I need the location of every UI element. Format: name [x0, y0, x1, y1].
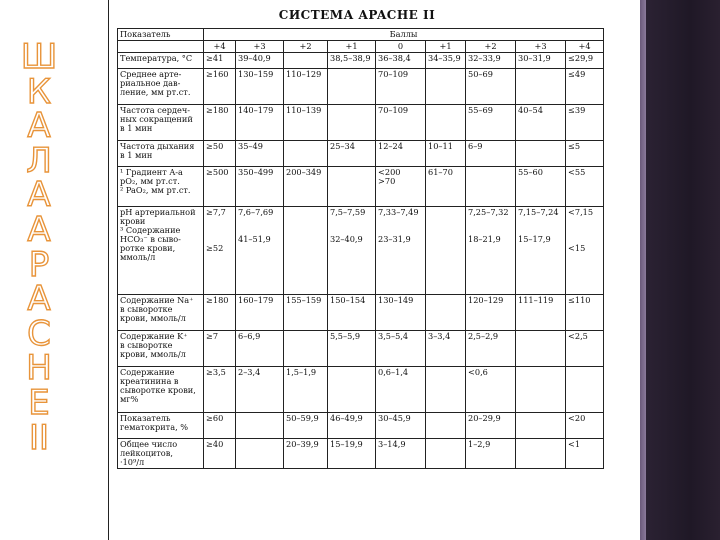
table-row [118, 331, 604, 367]
side-title-letter: Е [28, 382, 50, 423]
score-cell: ≥50 [204, 141, 236, 167]
score-cell: 55–60 [516, 167, 566, 207]
decorative-side-panel [646, 0, 720, 540]
score-cell: 0,6–1,4 [376, 367, 426, 413]
score-cell: 30–31,9 [516, 53, 566, 69]
score-cell: 200–349 [284, 167, 328, 207]
score-corner [118, 41, 204, 53]
side-title-letter: Л [26, 140, 52, 181]
score-cell: ≤29,9 [566, 53, 604, 69]
score-cell: 10–11 [426, 141, 466, 167]
score-cell: 130–149 [376, 295, 426, 331]
score-header: +1 [426, 41, 466, 53]
score-cell: 20–29,9 [466, 413, 516, 439]
row-label: Среднее арте- риальное дав- ление, мм рт.ст. [118, 69, 204, 105]
document-title: СИСТЕМА APACHE II [278, 8, 436, 22]
score-cell: 6–9 [466, 141, 516, 167]
score-cell: 5,5–5,9 [328, 331, 376, 367]
score-cell: 7,15–7,24 15–17,9 [516, 207, 566, 295]
score-cell: 50–59,9 [284, 413, 328, 439]
score-cell: 110–139 [284, 105, 328, 141]
table-row [118, 105, 604, 141]
score-cell: 55–69 [466, 105, 516, 141]
score-cell: 2–3,4 [236, 367, 284, 413]
score-header: +4 [204, 41, 236, 53]
score-cell [284, 331, 328, 367]
score-cell: 140–179 [236, 105, 284, 141]
score-cell: 40–54 [516, 105, 566, 141]
score-cell: 1–2,9 [466, 439, 516, 469]
side-title-letter: К [26, 71, 52, 112]
score-cell: 155–159 [284, 295, 328, 331]
score-cell: 2,5–2,9 [466, 331, 516, 367]
score-cell: 6–6,9 [236, 331, 284, 367]
score-cell: 32–33,9 [466, 53, 516, 69]
side-title-letter: С [27, 313, 51, 354]
score-cell [516, 69, 566, 105]
score-cell: 150–154 [328, 295, 376, 331]
score-cell: 15–19,9 [328, 439, 376, 469]
side-title-letter: Р [28, 244, 50, 285]
score-cell: 350–499 [236, 167, 284, 207]
score-cell: 30–45,9 [376, 413, 426, 439]
score-cell [426, 105, 466, 141]
row-label: Частота дыхания в 1 мин [118, 141, 204, 167]
score-cell: ≥7 [204, 331, 236, 367]
score-cell [328, 69, 376, 105]
table-row [118, 439, 604, 469]
side-title-letter: А [27, 106, 51, 147]
score-header: +3 [236, 41, 284, 53]
side-title-letter: Ш [20, 37, 58, 77]
score-cell [426, 367, 466, 413]
score-cell: 1,5–1,9 [284, 367, 328, 413]
score-cell: <1 [566, 439, 604, 469]
score-cell: 38,5–38,9 [328, 53, 376, 69]
score-cell [284, 207, 328, 295]
row-label: Содержание креатинина в сыворотке крови, мг% [118, 367, 204, 413]
score-cell [426, 413, 466, 439]
table-row [118, 53, 604, 69]
score-cell [426, 69, 466, 105]
row-label: Температура, °C [118, 53, 204, 69]
score-cell [236, 413, 284, 439]
row-label: Общее число лейкоцитов, ·10⁹/л [118, 439, 204, 469]
table-row [118, 141, 604, 167]
header-row [118, 29, 604, 41]
score-cell: ≥7,7 ≥52 [204, 207, 236, 295]
score-cell: ≤49 [566, 69, 604, 105]
score-cell: 7,33–7,49 23–31,9 [376, 207, 426, 295]
score-cell: 46–49,9 [328, 413, 376, 439]
score-cell: ≥180 [204, 105, 236, 141]
score-cell: 7,25–7,32 18–21,9 [466, 207, 516, 295]
score-cell: ≥3,5 [204, 367, 236, 413]
score-cell: <7,15 <15 [566, 207, 604, 295]
score-header: +2 [466, 41, 516, 53]
score-cell [516, 331, 566, 367]
score-header: +3 [516, 41, 566, 53]
score-cell: 110–129 [284, 69, 328, 105]
score-cell: <200 >70 [376, 167, 426, 207]
score-cell: 35–49 [236, 141, 284, 167]
score-cell: 70–109 [376, 105, 426, 141]
row-label: Показатель гематокрита, % [118, 413, 204, 439]
indicator-header: Показатель [118, 29, 204, 41]
score-row [118, 41, 604, 53]
score-cell: <20 [566, 413, 604, 439]
score-cell [566, 367, 604, 413]
apache-table [117, 28, 604, 469]
score-cell: ≥160 [204, 69, 236, 105]
score-cell [516, 367, 566, 413]
score-cell: 111–119 [516, 295, 566, 331]
score-cell: 3–3,4 [426, 331, 466, 367]
score-header: +4 [566, 41, 604, 53]
score-cell: ≥41 [204, 53, 236, 69]
score-cell [284, 53, 328, 69]
score-cell [328, 167, 376, 207]
row-label: Частота сердеч- ных сокращений в 1 мин [118, 105, 204, 141]
score-cell: <0,6 [466, 367, 516, 413]
score-cell: 120–129 [466, 295, 516, 331]
side-title [14, 37, 64, 458]
score-cell: 50–69 [466, 69, 516, 105]
score-cell: 7,6–7,69 41–51,9 [236, 207, 284, 295]
score-cell: ≥40 [204, 439, 236, 469]
row-label: Содержание K⁺ в сыворотке крови, ммоль/л [118, 331, 204, 367]
score-cell: 25–34 [328, 141, 376, 167]
row-label: Содержание Na⁺ в сыворотке крови, ммоль/л [118, 295, 204, 331]
side-title-letter: А [27, 209, 51, 250]
row-label: ¹ Градиент A-a pO₂, мм рт.ст. ² PaO₂, мм рт.ст. [118, 167, 204, 207]
score-cell [236, 439, 284, 469]
score-cell [426, 207, 466, 295]
score-cell [516, 439, 566, 469]
score-cell: ≤110 [566, 295, 604, 331]
score-cell [328, 367, 376, 413]
score-cell [516, 413, 566, 439]
score-cell: 70–109 [376, 69, 426, 105]
score-header: +2 [284, 41, 328, 53]
score-cell [426, 439, 466, 469]
score-cell: 20–39,9 [284, 439, 328, 469]
score-cell [426, 295, 466, 331]
score-cell [516, 141, 566, 167]
score-cell: ≥60 [204, 413, 236, 439]
score-cell: 160–179 [236, 295, 284, 331]
score-cell: ≤5 [566, 141, 604, 167]
side-title-letter: Н [26, 348, 52, 389]
points-header: Баллы [204, 29, 604, 41]
score-cell [466, 167, 516, 207]
score-cell: 39–40,9 [236, 53, 284, 69]
score-cell: 34–35,9 [426, 53, 466, 69]
row-label: pH артериальной крови ³ Содержание HCO₃⁻ в сыво- ротке крови, ммоль/л [118, 207, 204, 295]
table-row [118, 167, 604, 207]
score-cell: 130–159 [236, 69, 284, 105]
score-header: +1 [328, 41, 376, 53]
score-cell: 12–24 [376, 141, 426, 167]
score-cell: 3–14,9 [376, 439, 426, 469]
table-row [118, 367, 604, 413]
side-title-letter: А [27, 175, 51, 216]
score-cell: ≥180 [204, 295, 236, 331]
score-cell: 3,5–5,4 [376, 331, 426, 367]
table-row [118, 207, 604, 295]
score-cell: 61–70 [426, 167, 466, 207]
score-cell: ≤39 [566, 105, 604, 141]
score-cell [328, 105, 376, 141]
score-cell [284, 141, 328, 167]
score-cell: <2,5 [566, 331, 604, 367]
score-cell: 7,5–7,59 32–40,9 [328, 207, 376, 295]
score-cell: <55 [566, 167, 604, 207]
side-title-letter: II [28, 417, 50, 458]
scanned-document [108, 0, 605, 540]
score-header: 0 [376, 41, 426, 53]
score-cell: ≥500 [204, 167, 236, 207]
side-title-letter: А [27, 279, 51, 320]
table-row [118, 295, 604, 331]
table-row [118, 413, 604, 439]
table-row [118, 69, 604, 105]
score-cell: 36–38,4 [376, 53, 426, 69]
